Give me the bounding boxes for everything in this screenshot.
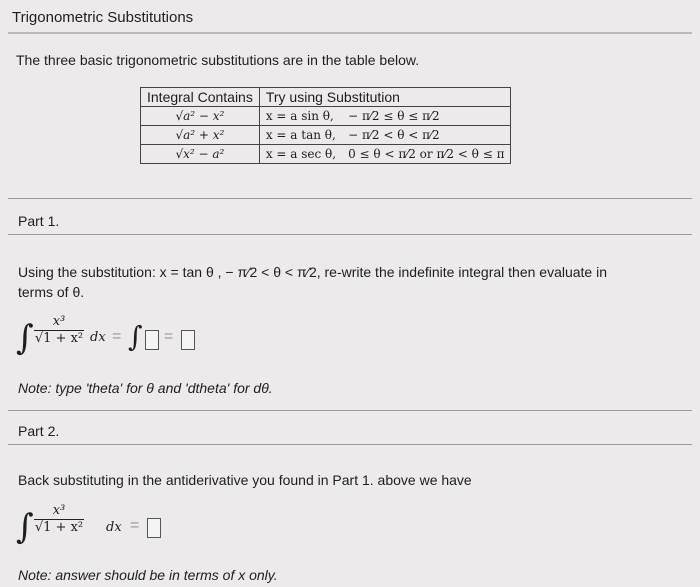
table-row xyxy=(141,107,511,126)
part2-integrand xyxy=(34,503,84,535)
page-title: Trigonometric Substitutions xyxy=(12,9,194,26)
section-divider xyxy=(8,444,692,445)
part1-prompt-line1: Using the substitution: x = tan θ , − π⁄2 < θ < π⁄2, re-write the indefinite integral then evaluate in xyxy=(18,264,608,280)
part1-differential: dx xyxy=(90,330,106,345)
part1-prompt xyxy=(18,262,688,302)
substitution-table xyxy=(140,87,511,164)
integral-sign-icon: ∫ xyxy=(16,318,34,358)
part2-note: Note: answer should be in terms of x only. xyxy=(18,567,278,583)
part1-prompt-line2: terms of θ. xyxy=(18,284,85,300)
part2-prompt: Back substituting in the antiderivative you found in Part 1. above we have xyxy=(18,472,472,488)
part2-label: Part 2. xyxy=(18,423,60,439)
table-cell-range: − π⁄2 ≤ θ ≤ π⁄2 xyxy=(342,107,511,126)
table-cell-substitution: x = a tan θ, xyxy=(259,126,342,145)
part1-note: Note: type 'theta' for θ and 'dtheta' for dθ. xyxy=(18,380,273,396)
integral-sign-icon: ∫ xyxy=(16,507,34,547)
column-header: Integral Contains xyxy=(141,88,260,107)
table-row xyxy=(141,126,511,145)
part2-answer-input[interactable] xyxy=(147,518,161,538)
column-header: Try using Substitution xyxy=(259,88,511,107)
integrand-denominator: √1 + x² xyxy=(34,520,84,535)
table-cell-range: 0 ≤ θ < π⁄2 or π⁄2 < θ ≤ π xyxy=(342,145,511,164)
part1-equals-2: = xyxy=(164,328,174,345)
intro-text: The three basic trigonometric substitutions are in the table below. xyxy=(16,52,420,68)
part1-integrand-input[interactable] xyxy=(145,330,159,350)
part1-antiderivative-input[interactable] xyxy=(181,330,195,350)
table-row xyxy=(141,145,511,164)
integrand-denominator: √1 + x² xyxy=(34,331,84,346)
section-divider xyxy=(8,198,692,199)
part1-equals: = xyxy=(112,328,122,345)
table-cell-contains: √a² + x² xyxy=(141,126,260,145)
table-cell-range: − π⁄2 < θ < π⁄2 xyxy=(342,126,511,145)
part2-equals: = xyxy=(130,517,140,534)
table-cell-substitution: x = a sec θ, xyxy=(259,145,342,164)
integrand-numerator: x³ xyxy=(52,503,66,518)
title-divider xyxy=(8,32,692,34)
part1-label: Part 1. xyxy=(18,213,60,229)
table-cell-contains: √x² − a² xyxy=(141,145,260,164)
table-header-row xyxy=(141,88,511,107)
table-cell-contains: √a² − x² xyxy=(141,107,260,126)
section-divider xyxy=(8,234,692,235)
integrand-numerator: x³ xyxy=(52,314,66,329)
part1-integrand xyxy=(34,314,84,346)
table-cell-substitution: x = a sin θ, xyxy=(259,107,342,126)
section-divider xyxy=(8,410,692,411)
integral-sign-icon: ∫ xyxy=(128,320,143,353)
part2-differential: dx xyxy=(106,520,122,535)
